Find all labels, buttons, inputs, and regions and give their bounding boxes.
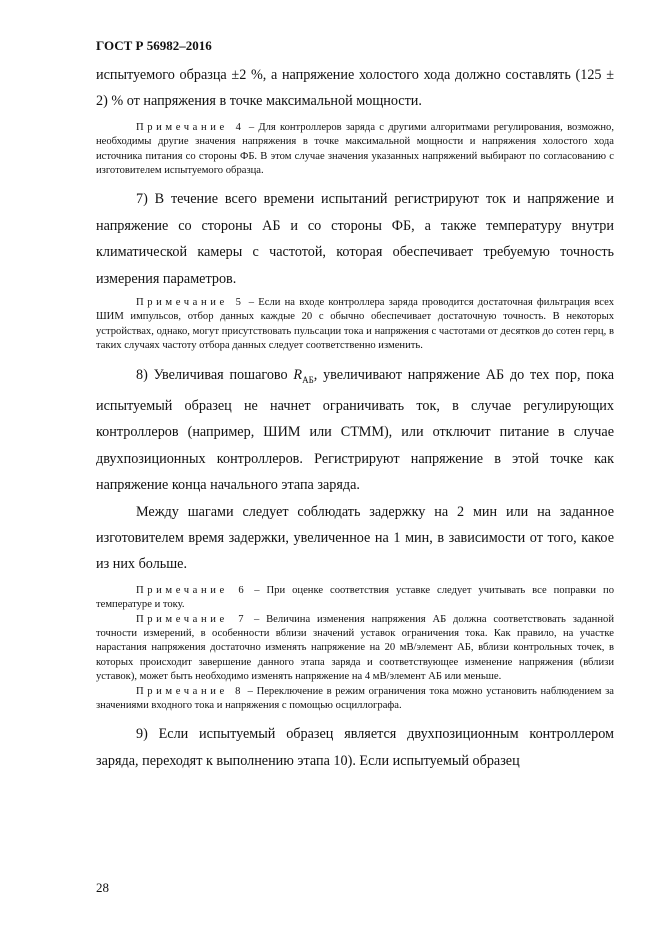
note-4: [96, 121, 614, 179]
page-number: 28: [96, 880, 109, 895]
document-code-header: ГОСТ Р 56982–2016: [96, 38, 212, 53]
page-body: [96, 62, 614, 774]
note-4-text: – Для контроллеров заряда с другими алгоритмами регулирования, возможно, необходимы другие значения напряжения в точке максимальной мощности и напряжения холостого хода источника питания со стороны ФБ. В этом случае значения указанных напряжений выбирают по согласованию с изготовителем испытуемого образца.: [96, 121, 614, 177]
paragraph-continuation: испытуемого образца ±2 %, а напряжение холостого хода должно составлять (125 ± 2) % от напряжения в точке максимальной мощности.: [96, 67, 614, 110]
note-7-text: – Величина изменения напряжения АБ должна соответствовать заданной точности измерений, в особенности вблизи значений уставок ограничения тока. Как правило, на участке нарастания напряжения достаточно изменять напряжение на 20 мВ/элемент АБ, вблизи контрольных точек, в которых происходит завершение данного этапа заряда и соответствующее изменение напряжения (вблизи уставок), может быть необходимо изменять напряжение на 4 мВ/элемент АБ или меньше.: [96, 613, 614, 683]
note-5-label: Примечание 5: [136, 297, 245, 309]
note-5: [96, 296, 614, 354]
note-6-text: – При оценке соответствия уставке следует учитывать все поправки по температуре и току.: [96, 584, 614, 611]
resistance-symbol: R: [293, 366, 303, 383]
note-7: [96, 613, 614, 685]
note-8-text: – Переключение в режим ограничения тока можно установить наблюдением за значениями входного тока и напряжения с помощью осциллографа.: [96, 685, 614, 712]
paragraph-step-9: 9) Если испытуемый образец является двухпозиционным контроллером заряда, переходят к выполнению этапа 10). Если испытуемый образец: [96, 726, 614, 769]
note-8: [96, 685, 614, 714]
note-6: [96, 584, 614, 613]
note-8-label: Примечание 8: [136, 685, 244, 697]
note-5-text: – Если на входе контроллера заряда проводится достаточная фильтрация всех ШИМ импульсов, отбор данных каждые 20 с обычно обеспечивает достаточную точность. В некоторых устройствах, однако, могут присутствовать пульсации тока и напряжения с частотами от десятков до сотен герц, в таких случаях частоту отбора данных следует соответственно изменить.: [96, 297, 614, 352]
paragraph-step-7: 7) В течение всего времени испытаний регистрируют ток и напряжение и напряжение со стороны АБ и со стороны ФБ, а также температуру внутри климатической камеры с частотой, которая обеспечивает требуемую точность измерения параметров.: [96, 191, 614, 287]
note-6-label: Примечание 6: [136, 584, 248, 596]
note-7-label: Примечание 7: [136, 613, 248, 625]
note-4-label: Примечание 4: [136, 121, 245, 133]
resistance-subscript: АБ: [302, 374, 314, 385]
paragraph-delay: Между шагами следует соблюдать задержку на 2 мин или на заданное изготовителем время задержки, увеличенное на 1 мин, в зависимости от того, какое из них больше.: [96, 503, 614, 573]
step-8-rest: , увеличивают напряжение АБ до тех пор, пока испытуемый образец не начнет ограничивать ток, в случае регулирующих контроллеров (например, ШИМ или СТММ), или отключит питание в случае двухпозиционных контроллеров. Регистрируют напряжение в этой точке как напряжение конца начального этапа заряда.: [96, 366, 615, 494]
paragraph-step-8: [96, 362, 614, 499]
step-8-lead: 8) Увеличивая пошагово: [136, 366, 294, 383]
